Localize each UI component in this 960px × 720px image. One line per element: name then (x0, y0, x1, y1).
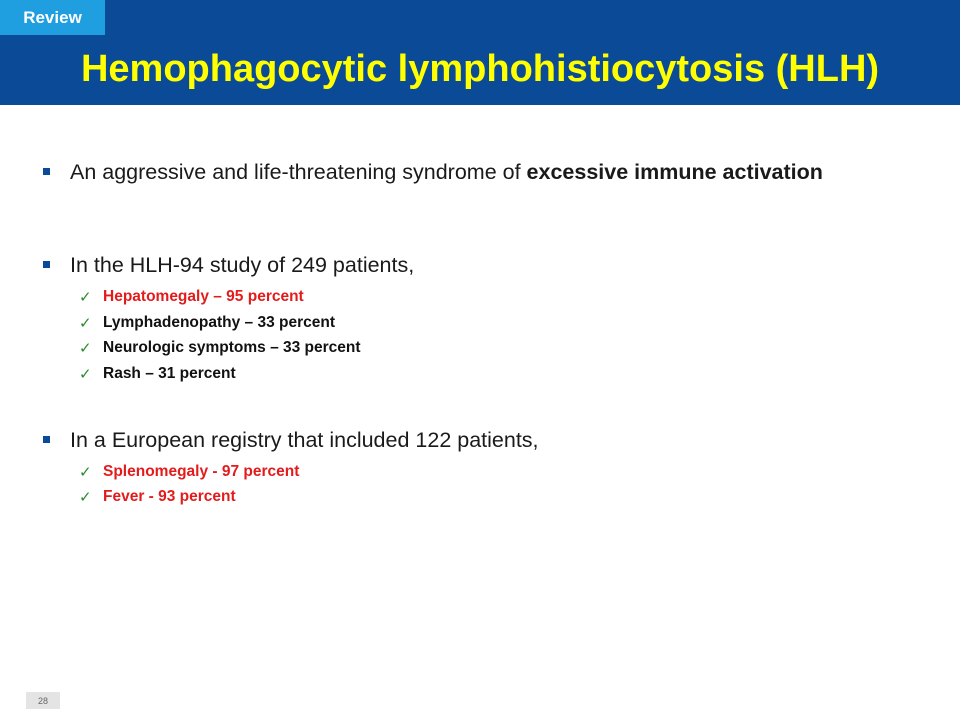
checkmark-icon: ✓ (79, 315, 92, 332)
bullet-3-text: In a European registry that included 122 patients, (70, 428, 539, 452)
list-item: ✓ Neurologic symptoms – 33 percent (79, 339, 361, 357)
square-bullet-icon (43, 261, 50, 268)
bullet-3 (43, 428, 539, 453)
list-item: ✓ Rash – 31 percent (79, 365, 236, 383)
checkmark-icon: ✓ (79, 366, 92, 383)
bullet-1 (43, 160, 823, 185)
review-tag: Review (0, 0, 105, 35)
list-item: ✓ Splenomegaly - 97 percent (79, 463, 300, 481)
bullet-2-text: In the HLH-94 study of 249 patients, (70, 253, 415, 277)
checkmark-icon: ✓ (79, 464, 92, 481)
slide-title: Hemophagocytic lymphohistiocytosis (HLH) (80, 48, 880, 90)
bullet-1-text: An aggressive and life-threatening syndrome of excessive immune activation (70, 160, 823, 184)
list-item: ✓ Fever - 93 percent (79, 488, 236, 506)
checkmark-icon: ✓ (79, 489, 92, 506)
square-bullet-icon (43, 168, 50, 175)
page-number: 28 (26, 692, 60, 709)
list-item: ✓ Lymphadenopathy – 33 percent (79, 314, 335, 332)
square-bullet-icon (43, 436, 50, 443)
list-item: ✓ Hepatomegaly – 95 percent (79, 288, 304, 306)
checkmark-icon: ✓ (79, 289, 92, 306)
checkmark-icon: ✓ (79, 340, 92, 357)
bullet-2 (43, 253, 414, 278)
